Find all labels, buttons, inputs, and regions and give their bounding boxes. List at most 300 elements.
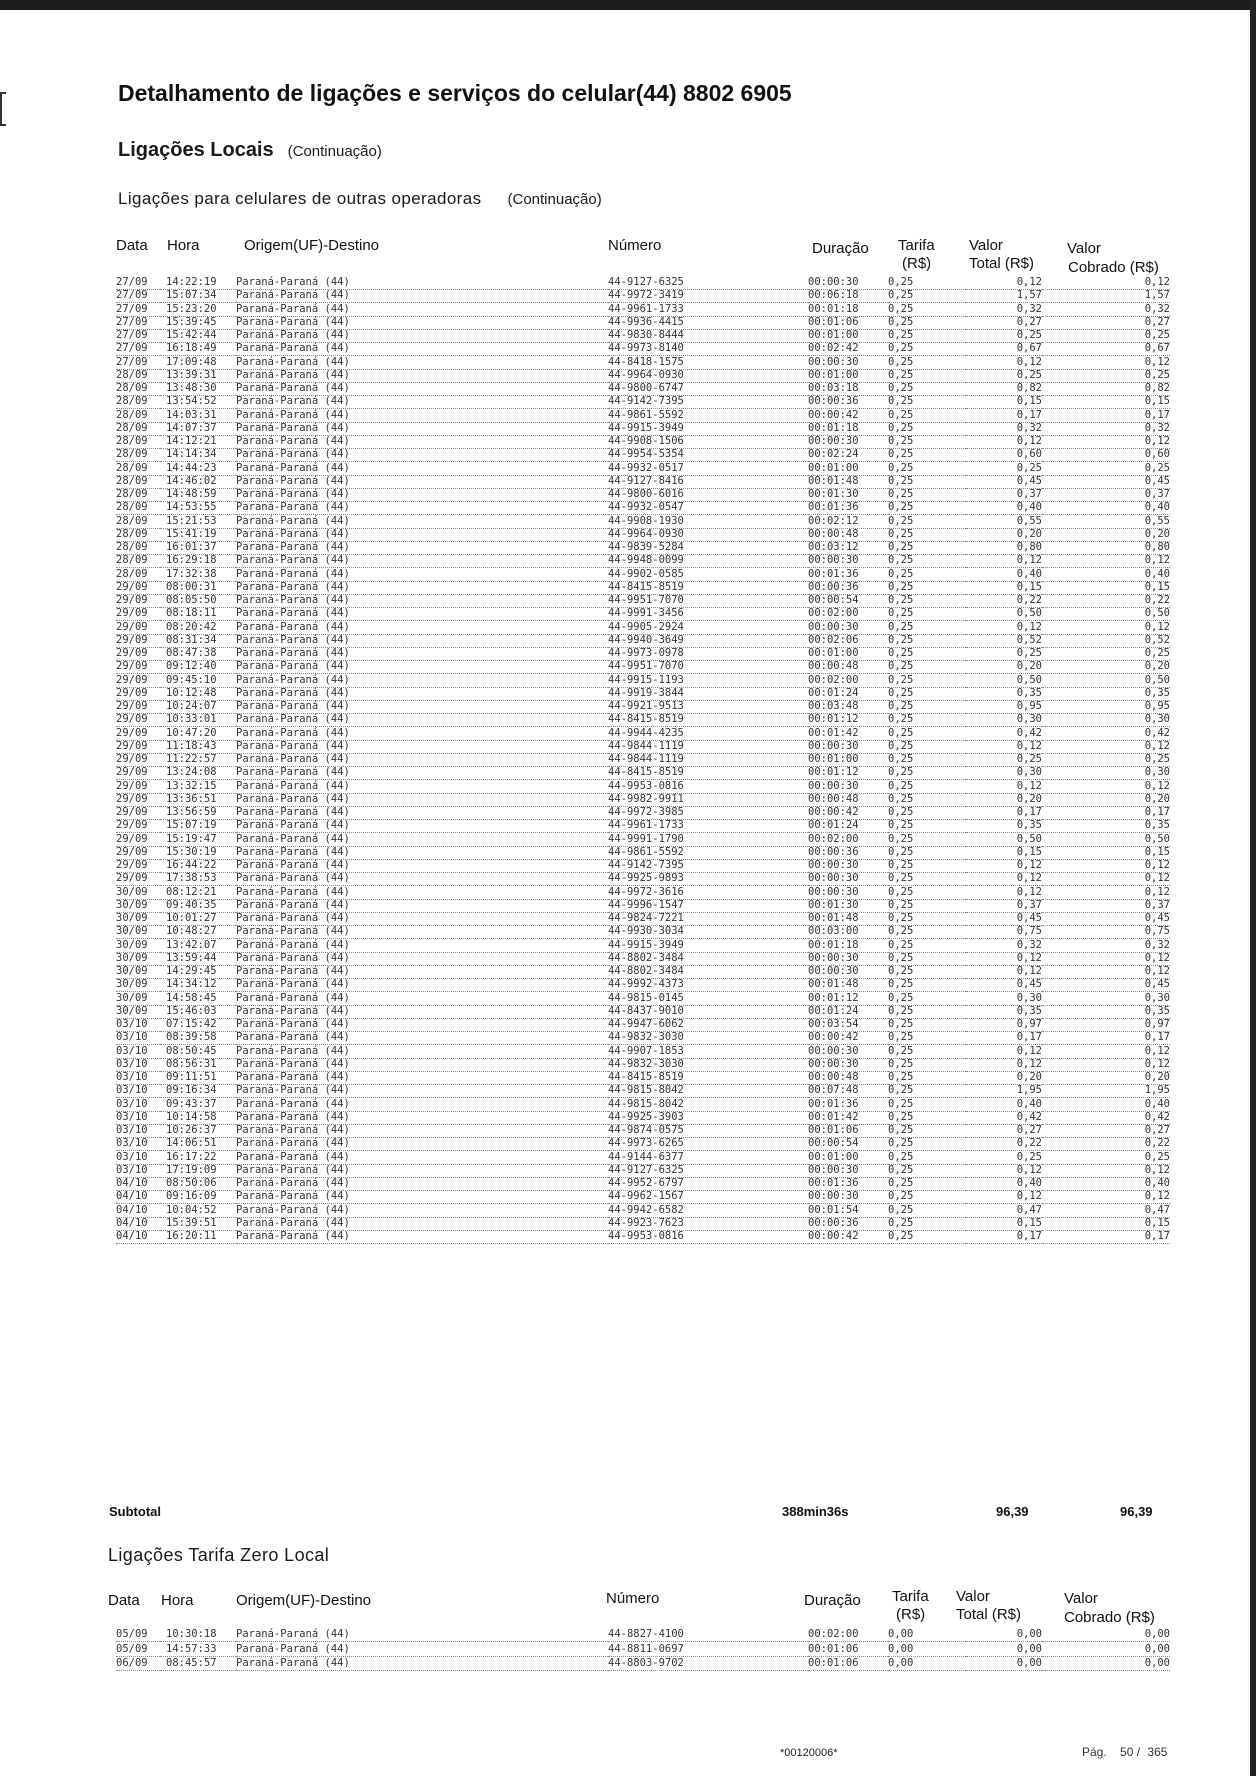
col-header-valor-cobrado: Valor bbox=[1067, 240, 1101, 257]
cell-numero: 44-9815-0145 bbox=[608, 992, 808, 1006]
cell-origem-destino: Paraná-Paraná (44) bbox=[236, 554, 608, 568]
cell-tarifa: 0,25 bbox=[888, 1177, 966, 1191]
cell-numero: 44-9973-0978 bbox=[608, 647, 808, 661]
cell-date: 28/09 bbox=[116, 395, 164, 409]
cell-duracao: 00:00:30 bbox=[808, 1164, 888, 1178]
cell-valor-cobrado: 0,12 bbox=[1042, 859, 1170, 873]
cell-tarifa: 0,25 bbox=[888, 289, 966, 303]
table-row bbox=[0, 1124, 1256, 1138]
cell-valor-total: 0,00 bbox=[966, 1643, 1042, 1657]
cell-valor-total: 0,67 bbox=[966, 342, 1042, 356]
cell-valor-total: 0,60 bbox=[966, 448, 1042, 462]
cell-date: 05/09 bbox=[116, 1643, 164, 1657]
cell-valor-total: 1,95 bbox=[966, 1084, 1042, 1098]
cell-hora: 11:18:43 bbox=[160, 740, 242, 754]
cell-valor-total: 0,75 bbox=[966, 925, 1042, 939]
cell-duracao: 00:01:12 bbox=[808, 992, 888, 1006]
cell-duracao: 00:02:00 bbox=[808, 607, 888, 621]
cell-tarifa: 0,25 bbox=[888, 740, 966, 754]
cell-numero: 44-8802-3484 bbox=[608, 965, 808, 979]
cell-date: 03/10 bbox=[116, 1045, 164, 1059]
cell-origem-destino: Paraná-Paraná (44) bbox=[236, 740, 608, 754]
cell-date: 30/09 bbox=[116, 939, 164, 953]
cell-valor-cobrado: 0,00 bbox=[1042, 1643, 1170, 1657]
cell-numero: 44-8803-9702 bbox=[608, 1657, 808, 1671]
cell-hora: 16:01:37 bbox=[160, 541, 242, 555]
cell-tarifa: 0,25 bbox=[888, 475, 966, 489]
cell-valor-cobrado: 0,95 bbox=[1042, 700, 1170, 714]
cell-numero: 44-9127-8416 bbox=[608, 475, 808, 489]
cell-origem-destino: Paraná-Paraná (44) bbox=[236, 912, 608, 926]
cell-valor-total: 0,37 bbox=[966, 899, 1042, 913]
table-row bbox=[0, 1005, 1256, 1019]
cell-valor-cobrado: 0,12 bbox=[1042, 1045, 1170, 1059]
cell-hora: 08:56:31 bbox=[160, 1058, 242, 1072]
cell-date: 29/09 bbox=[116, 859, 164, 873]
cell-origem-destino: Paraná-Paraná (44) bbox=[236, 1230, 608, 1244]
cell-tarifa: 0,00 bbox=[888, 1657, 966, 1671]
cell-origem-destino: Paraná-Paraná (44) bbox=[236, 819, 608, 833]
cell-valor-total: 1,57 bbox=[966, 289, 1042, 303]
cell-numero: 44-9973-6265 bbox=[608, 1137, 808, 1151]
cell-valor-total: 0,37 bbox=[966, 488, 1042, 502]
cell-valor-total: 0,17 bbox=[966, 1230, 1042, 1244]
cell-valor-cobrado: 0,17 bbox=[1042, 1031, 1170, 1045]
cell-valor-total: 0,27 bbox=[966, 1124, 1042, 1138]
page-current: 50 bbox=[1120, 1745, 1134, 1759]
subtotal-valor-total: 96,39 bbox=[996, 1504, 1029, 1519]
cell-tarifa: 0,25 bbox=[888, 700, 966, 714]
cell-numero: 44-9954-5354 bbox=[608, 448, 808, 462]
cell-duracao: 00:03:54 bbox=[808, 1018, 888, 1032]
table-row bbox=[0, 395, 1256, 409]
cell-duracao: 00:00:42 bbox=[808, 806, 888, 820]
cell-date: 03/10 bbox=[116, 1018, 164, 1032]
cell-origem-destino: Paraná-Paraná (44) bbox=[236, 965, 608, 979]
cell-origem-destino: Paraná-Paraná (44) bbox=[236, 1177, 608, 1191]
page-total: 365 bbox=[1147, 1745, 1168, 1759]
cell-duracao: 00:01:24 bbox=[808, 819, 888, 833]
table-row bbox=[0, 1204, 1256, 1218]
cell-duracao: 00:01:06 bbox=[808, 1124, 888, 1138]
cell-date: 30/09 bbox=[116, 992, 164, 1006]
table-row bbox=[0, 342, 1256, 356]
cell-numero: 44-9942-6582 bbox=[608, 1204, 808, 1218]
table-row bbox=[0, 674, 1256, 688]
subtotal-row bbox=[108, 1504, 1170, 1524]
table-row bbox=[0, 899, 1256, 913]
cell-hora: 14:53:55 bbox=[160, 501, 242, 515]
cell-valor-total: 0,12 bbox=[966, 276, 1042, 290]
cell-valor-cobrado: 0,12 bbox=[1042, 1058, 1170, 1072]
subsection-continuation: (Continuação) bbox=[507, 191, 602, 208]
cell-tarifa: 0,25 bbox=[888, 395, 966, 409]
cell-valor-total: 0,52 bbox=[966, 634, 1042, 648]
cell-origem-destino: Paraná-Paraná (44) bbox=[236, 1151, 608, 1165]
cell-origem-destino: Paraná-Paraná (44) bbox=[236, 1084, 608, 1098]
cell-tarifa: 0,25 bbox=[888, 1045, 966, 1059]
cell-hora: 08:18:11 bbox=[160, 607, 242, 621]
cell-hora: 15:21:53 bbox=[160, 515, 242, 529]
cell-hora: 08:05:50 bbox=[160, 594, 242, 608]
cell-numero: 44-8802-3484 bbox=[608, 952, 808, 966]
cell-duracao: 00:01:00 bbox=[808, 329, 888, 343]
cell-origem-destino: Paraná-Paraná (44) bbox=[236, 660, 608, 674]
cell-numero: 44-9992-4373 bbox=[608, 978, 808, 992]
cell-duracao: 00:00:48 bbox=[808, 528, 888, 542]
table-row bbox=[0, 806, 1256, 820]
cell-numero: 44-9142-7395 bbox=[608, 859, 808, 873]
cell-hora: 10:30:18 bbox=[160, 1628, 242, 1642]
cell-origem-destino: Paraná-Paraná (44) bbox=[236, 700, 608, 714]
cell-date: 28/09 bbox=[116, 488, 164, 502]
cell-numero: 44-9915-1193 bbox=[608, 674, 808, 688]
cell-date: 03/10 bbox=[116, 1031, 164, 1045]
table-row bbox=[0, 316, 1256, 330]
cell-tarifa: 0,25 bbox=[888, 515, 966, 529]
table-row bbox=[0, 793, 1256, 807]
cell-origem-destino: Paraná-Paraná (44) bbox=[236, 992, 608, 1006]
table-row bbox=[0, 886, 1256, 900]
cell-tarifa: 0,25 bbox=[888, 1098, 966, 1112]
cell-valor-cobrado: 0,20 bbox=[1042, 1071, 1170, 1085]
cell-hora: 08:00:31 bbox=[160, 581, 242, 595]
cell-date: 27/09 bbox=[116, 356, 164, 370]
cell-tarifa: 0,25 bbox=[888, 422, 966, 436]
cell-valor-total: 0,17 bbox=[966, 1031, 1042, 1045]
cell-origem-destino: Paraná-Paraná (44) bbox=[236, 303, 608, 317]
cell-tarifa: 0,25 bbox=[888, 925, 966, 939]
cell-date: 30/09 bbox=[116, 978, 164, 992]
table-row bbox=[0, 1045, 1256, 1059]
cell-numero: 44-9932-0517 bbox=[608, 462, 808, 476]
cell-date: 05/09 bbox=[116, 1628, 164, 1642]
cell-tarifa: 0,25 bbox=[888, 462, 966, 476]
cell-hora: 14:22:19 bbox=[160, 276, 242, 290]
cell-valor-cobrado: 0,50 bbox=[1042, 607, 1170, 621]
cell-valor-cobrado: 0,37 bbox=[1042, 488, 1170, 502]
cell-valor-cobrado: 0,55 bbox=[1042, 515, 1170, 529]
cell-valor-total: 0,12 bbox=[966, 780, 1042, 794]
cell-origem-destino: Paraná-Paraná (44) bbox=[236, 356, 608, 370]
cell-origem-destino: Paraná-Paraná (44) bbox=[236, 1111, 608, 1125]
table-row bbox=[0, 475, 1256, 489]
cell-duracao: 00:00:30 bbox=[808, 886, 888, 900]
cell-date: 28/09 bbox=[116, 369, 164, 383]
cell-origem-destino: Paraná-Paraná (44) bbox=[236, 276, 608, 290]
cell-numero: 44-9144-6377 bbox=[608, 1151, 808, 1165]
cell-date: 03/10 bbox=[116, 1137, 164, 1151]
cell-valor-total: 0,50 bbox=[966, 607, 1042, 621]
table-row bbox=[0, 687, 1256, 701]
cell-duracao: 00:01:48 bbox=[808, 912, 888, 926]
cell-valor-total: 0,12 bbox=[966, 872, 1042, 886]
cell-hora: 10:33:01 bbox=[160, 713, 242, 727]
cell-valor-cobrado: 0,97 bbox=[1042, 1018, 1170, 1032]
cell-valor-cobrado: 0,12 bbox=[1042, 952, 1170, 966]
table-row bbox=[0, 448, 1256, 462]
cell-tarifa: 0,25 bbox=[888, 541, 966, 555]
cell-valor-total: 0,12 bbox=[966, 1190, 1042, 1204]
cell-origem-destino: Paraná-Paraná (44) bbox=[236, 806, 608, 820]
cell-valor-cobrado: 0,67 bbox=[1042, 342, 1170, 356]
table-row bbox=[0, 528, 1256, 542]
cell-hora: 16:44:22 bbox=[160, 859, 242, 873]
col-header-valor-cobrado-unit: Cobrado (R$) bbox=[1068, 259, 1159, 276]
cell-valor-total: 0,12 bbox=[966, 435, 1042, 449]
cell-tarifa: 0,25 bbox=[888, 965, 966, 979]
cell-tarifa: 0,25 bbox=[888, 1217, 966, 1231]
cell-duracao: 00:01:00 bbox=[808, 462, 888, 476]
cell-valor-total: 0,25 bbox=[966, 329, 1042, 343]
cell-duracao: 00:01:00 bbox=[808, 647, 888, 661]
cell-tarifa: 0,25 bbox=[888, 594, 966, 608]
cell-valor-total: 0,40 bbox=[966, 1098, 1042, 1112]
cell-origem-destino: Paraná-Paraná (44) bbox=[236, 422, 608, 436]
cell-duracao: 00:01:24 bbox=[808, 1005, 888, 1019]
table-row bbox=[0, 382, 1256, 396]
cell-tarifa: 0,00 bbox=[888, 1628, 966, 1642]
cell-numero: 44-9815-8042 bbox=[608, 1098, 808, 1112]
cell-date: 04/10 bbox=[116, 1190, 164, 1204]
cell-valor-cobrado: 0,42 bbox=[1042, 1111, 1170, 1125]
cell-valor-total: 0,50 bbox=[966, 833, 1042, 847]
section-title-text: Ligações Locais bbox=[118, 139, 274, 161]
cell-tarifa: 0,25 bbox=[888, 1190, 966, 1204]
cell-duracao: 00:02:24 bbox=[808, 448, 888, 462]
scan-top-border bbox=[0, 0, 1256, 10]
cell-duracao: 00:00:30 bbox=[808, 435, 888, 449]
cell-numero: 44-8415-8519 bbox=[608, 713, 808, 727]
cell-origem-destino: Paraná-Paraná (44) bbox=[236, 952, 608, 966]
col-header-valor-total-unit-2: Total (R$) bbox=[956, 1606, 1022, 1623]
subtotal-duration: 388min36s bbox=[782, 1504, 849, 1519]
cell-valor-cobrado: 0,27 bbox=[1042, 1124, 1170, 1138]
cell-tarifa: 0,25 bbox=[888, 978, 966, 992]
cell-duracao: 00:06:18 bbox=[808, 289, 888, 303]
cell-origem-destino: Paraná-Paraná (44) bbox=[236, 1045, 608, 1059]
cell-numero: 44-9953-0816 bbox=[608, 1230, 808, 1244]
cell-valor-total: 0,95 bbox=[966, 700, 1042, 714]
cell-hora: 16:18:49 bbox=[160, 342, 242, 356]
cell-valor-cobrado: 0,37 bbox=[1042, 899, 1170, 913]
cell-valor-total: 0,50 bbox=[966, 674, 1042, 688]
cell-date: 28/09 bbox=[116, 554, 164, 568]
cell-valor-cobrado: 0,15 bbox=[1042, 581, 1170, 595]
cell-valor-total: 0,15 bbox=[966, 1217, 1042, 1231]
cell-origem-destino: Paraná-Paraná (44) bbox=[236, 727, 608, 741]
cell-tarifa: 0,25 bbox=[888, 647, 966, 661]
cell-origem-destino: Paraná-Paraná (44) bbox=[236, 1164, 608, 1178]
cell-duracao: 00:03:48 bbox=[808, 700, 888, 714]
cell-tarifa: 0,25 bbox=[888, 1230, 966, 1244]
cell-valor-cobrado: 0,35 bbox=[1042, 687, 1170, 701]
cell-valor-cobrado: 0,12 bbox=[1042, 1164, 1170, 1178]
cell-hora: 13:59:44 bbox=[160, 952, 242, 966]
table-row bbox=[0, 369, 1256, 383]
cell-tarifa: 0,25 bbox=[888, 992, 966, 1006]
cell-date: 29/09 bbox=[116, 713, 164, 727]
subsection-title bbox=[118, 189, 602, 209]
cell-origem-destino: Paraná-Paraná (44) bbox=[236, 1137, 608, 1151]
cell-hora: 13:54:52 bbox=[160, 395, 242, 409]
table-row bbox=[0, 634, 1256, 648]
cell-valor-cobrado: 0,12 bbox=[1042, 780, 1170, 794]
cell-duracao: 00:00:42 bbox=[808, 409, 888, 423]
cell-date: 27/09 bbox=[116, 342, 164, 356]
cell-duracao: 00:02:00 bbox=[808, 674, 888, 688]
cell-tarifa: 0,25 bbox=[888, 342, 966, 356]
cell-tarifa: 0,25 bbox=[888, 382, 966, 396]
cell-numero: 44-9951-7070 bbox=[608, 594, 808, 608]
cell-tarifa: 0,25 bbox=[888, 766, 966, 780]
cell-numero: 44-9844-1119 bbox=[608, 753, 808, 767]
cell-numero: 44-8811-0697 bbox=[608, 1643, 808, 1657]
cell-numero: 44-9932-0547 bbox=[608, 501, 808, 515]
cell-date: 28/09 bbox=[116, 462, 164, 476]
cell-duracao: 00:00:30 bbox=[808, 780, 888, 794]
cell-tarifa: 0,25 bbox=[888, 435, 966, 449]
cell-tarifa: 0,25 bbox=[888, 806, 966, 820]
cell-valor-total: 0,20 bbox=[966, 1071, 1042, 1085]
cell-valor-cobrado: 0,60 bbox=[1042, 448, 1170, 462]
table-row bbox=[0, 515, 1256, 529]
table-row bbox=[0, 780, 1256, 794]
cell-hora: 10:04:52 bbox=[160, 1204, 242, 1218]
table-row bbox=[0, 952, 1256, 966]
cell-numero: 44-9972-3985 bbox=[608, 806, 808, 820]
cell-numero: 44-9800-6747 bbox=[608, 382, 808, 396]
table-row bbox=[0, 422, 1256, 436]
cell-hora: 10:14:58 bbox=[160, 1111, 242, 1125]
cell-valor-cobrado: 0,80 bbox=[1042, 541, 1170, 555]
cell-hora: 10:01:27 bbox=[160, 912, 242, 926]
cell-hora: 08:50:45 bbox=[160, 1045, 242, 1059]
cell-valor-cobrado: 0,20 bbox=[1042, 528, 1170, 542]
cell-valor-total: 0,97 bbox=[966, 1018, 1042, 1032]
cell-valor-cobrado: 0,22 bbox=[1042, 1137, 1170, 1151]
cell-hora: 15:39:45 bbox=[160, 316, 242, 330]
cell-hora: 09:45:10 bbox=[160, 674, 242, 688]
cell-valor-total: 0,42 bbox=[966, 727, 1042, 741]
cell-numero: 44-9961-1733 bbox=[608, 819, 808, 833]
cell-valor-cobrado: 0,30 bbox=[1042, 713, 1170, 727]
cell-hora: 09:11:51 bbox=[160, 1071, 242, 1085]
table-row bbox=[0, 607, 1256, 621]
cell-tarifa: 0,25 bbox=[888, 939, 966, 953]
cell-hora: 08:50:06 bbox=[160, 1177, 242, 1191]
table-row bbox=[0, 1084, 1256, 1098]
cell-numero: 44-9925-9893 bbox=[608, 872, 808, 886]
cell-duracao: 00:00:42 bbox=[808, 1031, 888, 1045]
cell-valor-total: 0,12 bbox=[966, 965, 1042, 979]
table-row bbox=[0, 1164, 1256, 1178]
cell-hora: 10:12:48 bbox=[160, 687, 242, 701]
table-row bbox=[0, 1628, 1256, 1642]
cell-numero: 44-9972-3419 bbox=[608, 289, 808, 303]
cell-origem-destino: Paraná-Paraná (44) bbox=[236, 1657, 608, 1671]
cell-numero: 44-9972-3616 bbox=[608, 886, 808, 900]
cell-numero: 44-9925-3903 bbox=[608, 1111, 808, 1125]
cell-valor-total: 0,45 bbox=[966, 912, 1042, 926]
cell-tarifa: 0,25 bbox=[888, 846, 966, 860]
cell-valor-total: 0,17 bbox=[966, 409, 1042, 423]
cell-hora: 13:48:30 bbox=[160, 382, 242, 396]
col-header-valor-total-unit: Total (R$) bbox=[969, 255, 1035, 272]
cell-numero: 44-9947-6062 bbox=[608, 1018, 808, 1032]
table-row bbox=[0, 276, 1256, 290]
cell-hora: 14:34:12 bbox=[160, 978, 242, 992]
cell-duracao: 00:02:12 bbox=[808, 515, 888, 529]
cell-numero: 44-9982-9911 bbox=[608, 793, 808, 807]
cell-valor-total: 0,55 bbox=[966, 515, 1042, 529]
cell-valor-cobrado: 0,40 bbox=[1042, 1177, 1170, 1191]
cell-date: 29/09 bbox=[116, 766, 164, 780]
cell-valor-cobrado: 0,12 bbox=[1042, 356, 1170, 370]
cell-tarifa: 0,25 bbox=[888, 528, 966, 542]
cell-origem-destino: Paraná-Paraná (44) bbox=[236, 382, 608, 396]
cell-valor-total: 0,15 bbox=[966, 581, 1042, 595]
cell-duracao: 00:01:54 bbox=[808, 1204, 888, 1218]
cell-origem-destino: Paraná-Paraná (44) bbox=[236, 753, 608, 767]
cell-hora: 17:38:53 bbox=[160, 872, 242, 886]
cell-valor-cobrado: 0,32 bbox=[1042, 422, 1170, 436]
cell-hora: 14:03:31 bbox=[160, 409, 242, 423]
cell-valor-cobrado: 0,45 bbox=[1042, 978, 1170, 992]
cell-origem-destino: Paraná-Paraná (44) bbox=[236, 1190, 608, 1204]
cell-tarifa: 0,25 bbox=[888, 660, 966, 674]
cell-duracao: 00:00:30 bbox=[808, 872, 888, 886]
cell-tarifa: 0,00 bbox=[888, 1643, 966, 1657]
table-row bbox=[0, 1177, 1256, 1191]
cell-valor-total: 0,25 bbox=[966, 369, 1042, 383]
cell-numero: 44-9973-8140 bbox=[608, 342, 808, 356]
cell-hora: 13:56:59 bbox=[160, 806, 242, 820]
cell-valor-cobrado: 0,12 bbox=[1042, 621, 1170, 635]
cell-date: 04/10 bbox=[116, 1217, 164, 1231]
cell-duracao: 00:01:42 bbox=[808, 727, 888, 741]
cell-date: 04/10 bbox=[116, 1204, 164, 1218]
cell-origem-destino: Paraná-Paraná (44) bbox=[236, 395, 608, 409]
cell-duracao: 00:00:30 bbox=[808, 276, 888, 290]
cell-numero: 44-9919-3844 bbox=[608, 687, 808, 701]
cell-valor-cobrado: 0,30 bbox=[1042, 992, 1170, 1006]
cell-hora: 15:42:44 bbox=[160, 329, 242, 343]
cell-valor-cobrado: 0,17 bbox=[1042, 806, 1170, 820]
col-header-tarifa-unit-2: (R$) bbox=[896, 1606, 926, 1623]
cell-valor-cobrado: 0,45 bbox=[1042, 912, 1170, 926]
cell-date: 30/09 bbox=[116, 886, 164, 900]
col-header-tarifa-2: Tarifa bbox=[892, 1588, 929, 1605]
cell-valor-total: 0,12 bbox=[966, 1164, 1042, 1178]
cell-duracao: 00:03:18 bbox=[808, 382, 888, 396]
cell-origem-destino: Paraná-Paraná (44) bbox=[236, 939, 608, 953]
cell-hora: 09:16:09 bbox=[160, 1190, 242, 1204]
cell-date: 29/09 bbox=[116, 621, 164, 635]
cell-origem-destino: Paraná-Paraná (44) bbox=[236, 435, 608, 449]
cell-duracao: 00:00:48 bbox=[808, 793, 888, 807]
cell-numero: 44-9844-1119 bbox=[608, 740, 808, 754]
cell-duracao: 00:01:00 bbox=[808, 1151, 888, 1165]
cell-duracao: 00:01:00 bbox=[808, 753, 888, 767]
cell-numero: 44-9953-0816 bbox=[608, 780, 808, 794]
cell-valor-cobrado: 0,12 bbox=[1042, 554, 1170, 568]
cell-valor-cobrado: 0,25 bbox=[1042, 329, 1170, 343]
cell-origem-destino: Paraná-Paraná (44) bbox=[236, 1098, 608, 1112]
cell-numero: 44-9951-7070 bbox=[608, 660, 808, 674]
cell-valor-cobrado: 0,35 bbox=[1042, 1005, 1170, 1019]
cell-valor-total: 0,32 bbox=[966, 422, 1042, 436]
